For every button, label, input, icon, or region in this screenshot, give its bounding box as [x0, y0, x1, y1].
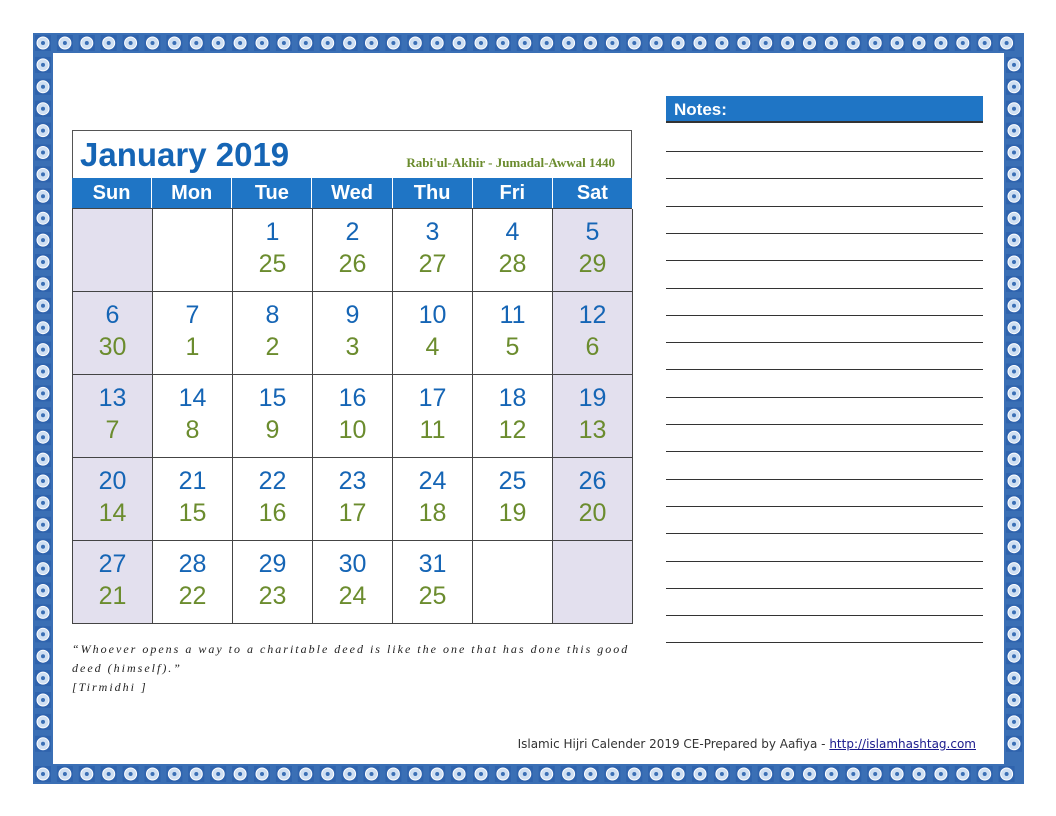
- day-cell: [553, 541, 633, 624]
- day-cell: [473, 209, 553, 292]
- hijri-date: 20: [578, 499, 607, 527]
- weekday-header-row: [72, 178, 632, 208]
- gregorian-date: 15: [258, 384, 287, 412]
- gregorian-date: 29: [258, 550, 287, 578]
- day-cell: [153, 209, 233, 292]
- day-cell: [473, 292, 553, 375]
- day-cell: [153, 292, 233, 375]
- gregorian-date: 11: [499, 301, 526, 329]
- hijri-date: 24: [338, 582, 367, 610]
- day-cell: [233, 541, 313, 624]
- gregorian-date: 13: [98, 384, 127, 412]
- gregorian-date: 7: [185, 301, 200, 329]
- day-grid: [72, 208, 632, 624]
- note-line: [666, 206, 983, 207]
- calendar: [72, 130, 632, 624]
- day-cell: [313, 292, 393, 375]
- day-cell: [313, 458, 393, 541]
- day-cell: [153, 375, 233, 458]
- hijri-date: 25: [418, 582, 447, 610]
- hijri-date: 29: [578, 250, 607, 278]
- day-cell: [233, 458, 313, 541]
- calendar-header: [72, 130, 632, 178]
- note-line: [666, 533, 983, 534]
- gregorian-date: 28: [178, 550, 207, 578]
- weekday-tue: Tue: [232, 178, 312, 208]
- footer-text: Islamic Hijri Calender 2019 CE-Prepared by Aafiya -: [517, 737, 830, 751]
- hijri-date: 5: [505, 333, 520, 361]
- day-cell: [73, 209, 153, 292]
- note-line: [666, 424, 983, 425]
- day-cell: [73, 292, 153, 375]
- note-line: [666, 178, 983, 179]
- hijri-date: 13: [578, 416, 607, 444]
- hijri-date: 30: [98, 333, 127, 361]
- hijri-date: 17: [338, 499, 367, 527]
- note-line: [666, 288, 983, 289]
- gregorian-date: 17: [418, 384, 447, 412]
- weekday-thu: Thu: [393, 178, 473, 208]
- day-cell: [153, 541, 233, 624]
- hijri-date: 3: [345, 333, 360, 361]
- gregorian-date: 1: [265, 218, 280, 246]
- hijri-date: 10: [338, 416, 367, 444]
- footer-link[interactable]: http://islamhashtag.com: [829, 737, 976, 751]
- gregorian-date: 6: [105, 301, 120, 329]
- gregorian-date: 27: [98, 550, 127, 578]
- hijri-month-range: Rabi'ul-Akhir - Jumadal-Awwal 1440: [406, 155, 615, 170]
- gregorian-date: 22: [258, 467, 287, 495]
- day-cell: [473, 375, 553, 458]
- gregorian-date: 18: [498, 384, 527, 412]
- hijri-date: 8: [185, 416, 200, 444]
- day-cell: [473, 458, 553, 541]
- gregorian-date: 5: [585, 218, 600, 246]
- hijri-date: 2: [265, 333, 280, 361]
- note-line: [666, 642, 983, 643]
- day-cell: [553, 458, 633, 541]
- weekday-mon: Mon: [152, 178, 232, 208]
- gregorian-date: 24: [418, 467, 447, 495]
- gregorian-date: 23: [338, 467, 367, 495]
- gregorian-date: 26: [578, 467, 607, 495]
- note-line: [666, 151, 983, 152]
- hijri-date: 9: [265, 416, 280, 444]
- quote-source: [Tirmidhi ]: [72, 680, 148, 694]
- weekday-wed: Wed: [312, 178, 392, 208]
- day-cell: [313, 209, 393, 292]
- weekday-fri: Fri: [473, 178, 553, 208]
- hijri-date: 15: [178, 499, 207, 527]
- hijri-date: 25: [258, 250, 287, 278]
- day-cell: [73, 375, 153, 458]
- notes-title: Notes:: [666, 96, 983, 123]
- hijri-date: 1: [185, 333, 200, 361]
- day-cell: [393, 458, 473, 541]
- hijri-date: 7: [105, 416, 120, 444]
- hijri-date: 4: [425, 333, 440, 361]
- note-line: [666, 615, 983, 616]
- note-line: [666, 561, 983, 562]
- day-cell: [553, 209, 633, 292]
- note-line: [666, 479, 983, 480]
- quote-text: “Whoever opens a way to a charitable deed is like the one that has done this good deed (himself).”: [72, 642, 630, 675]
- hijri-date: 16: [258, 499, 287, 527]
- gregorian-date: 14: [178, 384, 207, 412]
- note-line: [666, 369, 983, 370]
- hijri-date: 27: [418, 250, 447, 278]
- day-cell: [73, 458, 153, 541]
- weekday-sun: Sun: [72, 178, 152, 208]
- footer-credit: [518, 737, 976, 751]
- gregorian-date: 4: [505, 218, 520, 246]
- hijri-date: 14: [98, 499, 127, 527]
- gregorian-date: 25: [498, 467, 527, 495]
- note-line: [666, 260, 983, 261]
- gregorian-date: 10: [418, 301, 447, 329]
- gregorian-date: 12: [578, 301, 607, 329]
- hijri-date: 28: [498, 250, 527, 278]
- hijri-date: 23: [258, 582, 287, 610]
- hijri-date: 22: [178, 582, 207, 610]
- hadith-quote: [72, 640, 632, 697]
- gregorian-date: 30: [338, 550, 367, 578]
- day-cell: [473, 541, 553, 624]
- gregorian-date: 9: [345, 301, 360, 329]
- day-cell: [553, 292, 633, 375]
- note-line: [666, 451, 983, 452]
- day-cell: [233, 209, 313, 292]
- gregorian-date: 21: [178, 467, 207, 495]
- hijri-date: 19: [498, 499, 527, 527]
- note-line: [666, 342, 983, 343]
- gregorian-date: 8: [265, 301, 280, 329]
- day-cell: [233, 375, 313, 458]
- gregorian-date: 31: [418, 550, 447, 578]
- day-cell: [73, 541, 153, 624]
- day-cell: [313, 375, 393, 458]
- gregorian-date: 19: [578, 384, 607, 412]
- gregorian-date: 2: [345, 218, 360, 246]
- gregorian-date: 3: [425, 218, 440, 246]
- hijri-date: 18: [418, 499, 447, 527]
- note-line: [666, 588, 983, 589]
- hijri-date: 21: [98, 582, 127, 610]
- gregorian-date: 20: [98, 467, 127, 495]
- day-cell: [553, 375, 633, 458]
- month-title: January 2019: [80, 136, 290, 173]
- hijri-date: 6: [585, 333, 600, 361]
- day-cell: [393, 209, 473, 292]
- day-cell: [393, 375, 473, 458]
- day-cell: [313, 541, 393, 624]
- day-cell: [233, 292, 313, 375]
- note-line: [666, 233, 983, 234]
- note-line: [666, 315, 983, 316]
- hijri-date: 12: [498, 416, 527, 444]
- gregorian-date: 16: [338, 384, 367, 412]
- hijri-date: 26: [338, 250, 367, 278]
- weekday-sat: Sat: [576, 182, 608, 204]
- note-line: [666, 397, 983, 398]
- note-line: [666, 506, 983, 507]
- day-cell: [393, 292, 473, 375]
- day-cell: [393, 541, 473, 624]
- hijri-date: 11: [419, 416, 446, 444]
- day-cell: [153, 458, 233, 541]
